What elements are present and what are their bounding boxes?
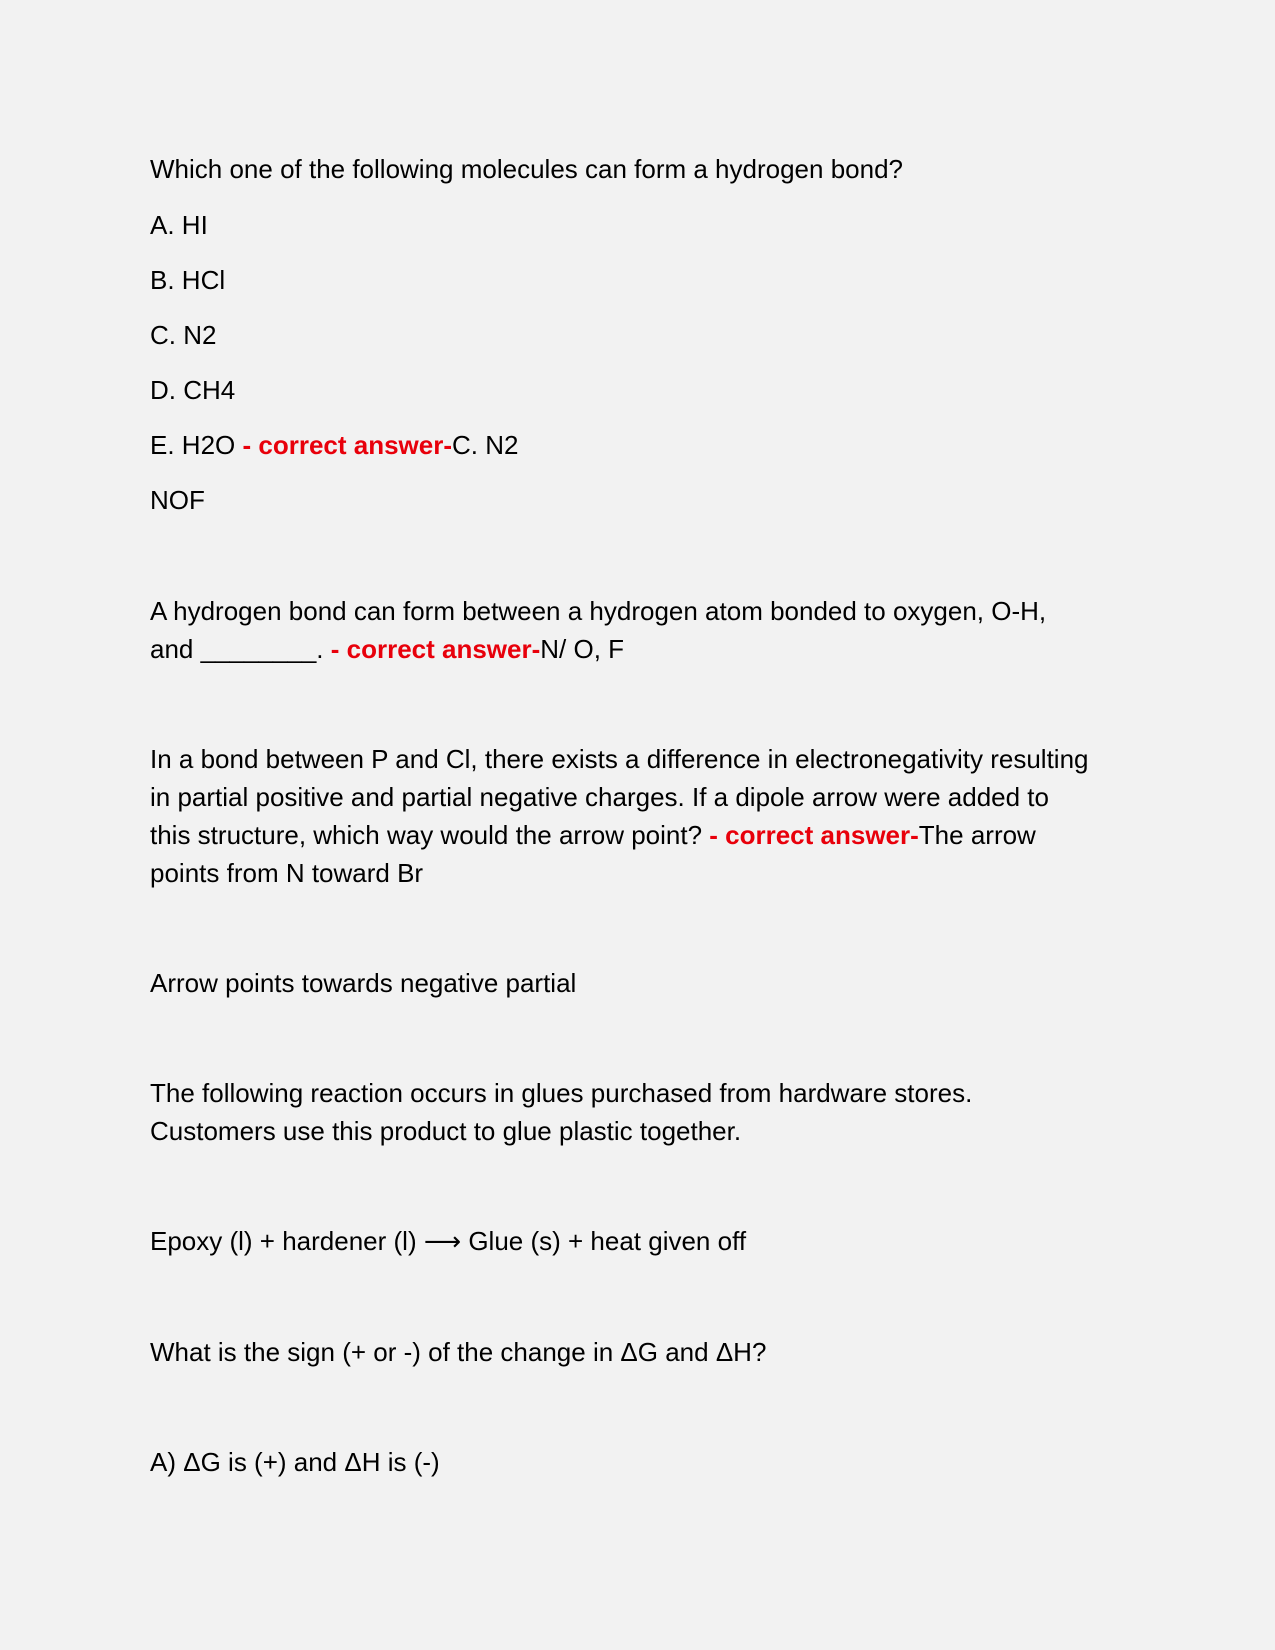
q1-answer: C. N2 <box>452 430 519 460</box>
q1-correct-answer-label: - correct answer- <box>242 430 453 460</box>
q2-answer: N/ O, F <box>540 634 625 664</box>
q4-line-2: Customers use this product to glue plastic together. <box>150 1116 742 1146</box>
q1-note: NOF <box>150 485 205 515</box>
q4-line-1: The following reaction occurs in glues purchased from hardware stores. <box>150 1078 973 1108</box>
q1-option-b: B. HCl <box>150 265 226 295</box>
document-page <box>150 0 1150 1650</box>
q4-option-a: A) ΔG is (+) and ΔH is (-) <box>150 1447 440 1477</box>
q1-option-e <box>150 426 518 464</box>
q3-line-2: in partial positive and partial negative charges. If a dipole arrow were added to <box>150 782 1049 812</box>
q3-line-4: points from N toward Br <box>150 858 424 888</box>
q1-question: Which one of the following molecules can form a hydrogen bond? <box>150 154 903 184</box>
q2-line-2-text: and ________. <box>150 634 331 664</box>
q3-line-3-text: this structure, which way would the arrow point? <box>150 820 710 850</box>
q3-line-3 <box>150 816 1036 854</box>
q4-question: What is the sign (+ or -) of the change in ΔG and ΔH? <box>150 1337 767 1367</box>
q1-option-a: A. HI <box>150 210 208 240</box>
q1-option-e-text: E. H2O <box>150 430 243 460</box>
q2-line-1: A hydrogen bond can form between a hydrogen atom bonded to oxygen, O-H, <box>150 596 1047 626</box>
q2-correct-answer-label: - correct answer- <box>330 634 541 664</box>
q1-option-d: D. CH4 <box>150 375 236 405</box>
q3-correct-answer-label: - correct answer- <box>709 820 919 850</box>
q3-answer-part1: The arrow <box>918 820 1036 850</box>
q3-line-1: In a bond between P and Cl, there exists a difference in electronegativity resulting <box>150 744 1089 774</box>
q4-reaction: Epoxy (l) + hardener (l) ⟶ Glue (s) + heat given off <box>150 1226 747 1256</box>
q2-line-2 <box>150 630 624 668</box>
q3-note: Arrow points towards negative partial <box>150 968 577 998</box>
q1-option-c: C. N2 <box>150 320 217 350</box>
